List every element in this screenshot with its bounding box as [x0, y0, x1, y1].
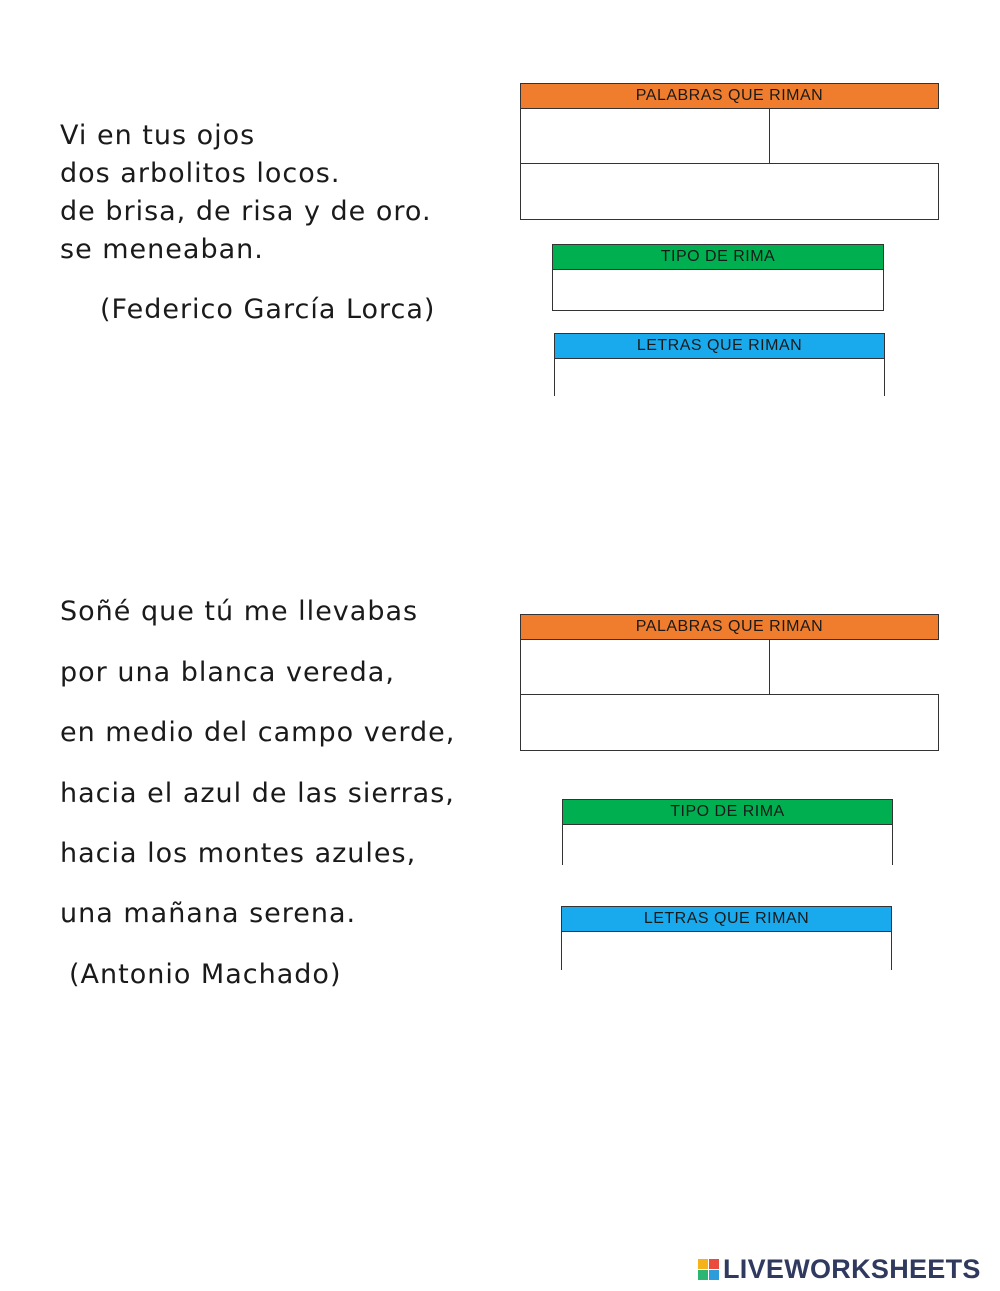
rhyme-type-row [553, 270, 883, 310]
rhyming-words-header: PALABRAS QUE RIMAN [521, 615, 938, 640]
poem2-line-5: hacia los montes azules, [60, 838, 417, 869]
poem2-rhyming-letters-input[interactable] [562, 932, 891, 970]
poem2-rhyme-type-input[interactable] [563, 825, 892, 865]
poem1-rhyming-letters-box [554, 333, 885, 396]
poem1-rhyme-word-3-input[interactable] [521, 164, 938, 219]
rhyming-words-header: PALABRAS QUE RIMAN [521, 84, 938, 109]
poem2-rhyme-word-2-input[interactable] [770, 640, 1000, 694]
rhyming-letters-header: LETRAS QUE RIMAN [562, 907, 891, 932]
poem2-rhyme-type-box [562, 799, 893, 865]
poem2-rhyme-word-3-input[interactable] [521, 695, 938, 750]
rhyming-words-row-bottom [521, 695, 938, 750]
rhyme-type-row [563, 825, 892, 865]
rhyme-type-header: TIPO DE RIMA [563, 800, 892, 825]
poem1-rhyme-word-2-input[interactable] [770, 109, 1000, 163]
liveworksheets-logo [698, 1254, 981, 1285]
rhyming-letters-header: LETRAS QUE RIMAN [555, 334, 884, 359]
rhyming-words-row-top [521, 109, 938, 164]
poem2-line-2: por una blanca vereda, [60, 657, 395, 688]
poem2-rhyming-letters-box [561, 906, 892, 970]
poem1-rhyming-letters-input[interactable] [555, 359, 884, 396]
poem2-line-3: en medio del campo verde, [60, 717, 456, 748]
poem1-line-2: dos arbolitos locos. [60, 158, 341, 189]
poem1-line-1: Vi en tus ojos [60, 120, 256, 151]
poem1-rhyming-words-box [520, 83, 939, 220]
rhyming-words-row-top [521, 640, 938, 695]
liveworksheets-logo-icon [698, 1259, 719, 1280]
poem2-line-6: una mañana serena. [60, 898, 357, 929]
poem1-line-4: se meneaban. [60, 234, 264, 265]
liveworksheets-brand: LIVEWORKSHEETS [723, 1254, 981, 1284]
rhyming-letters-row [562, 932, 891, 970]
poem1-rhyme-word-1-input[interactable] [521, 109, 770, 163]
poem2-rhyming-words-box [520, 614, 939, 751]
poem1-author: (Federico García Lorca) [100, 294, 436, 325]
poem2-rhyme-word-1-input[interactable] [521, 640, 770, 694]
poem2-line-4: hacia el azul de las sierras, [60, 778, 455, 809]
rhyming-letters-row [555, 359, 884, 396]
poem1-rhyme-type-box [552, 244, 884, 311]
poem2-line-1: Soñé que tú me llevabas [60, 596, 419, 627]
poem2-author: (Antonio Machado) [69, 959, 342, 990]
rhyme-type-header: TIPO DE RIMA [553, 245, 883, 270]
poem1-line-3: de brisa, de risa y de oro. [60, 196, 432, 227]
rhyming-words-row-bottom [521, 164, 938, 219]
poem1-rhyme-type-input[interactable] [553, 270, 883, 310]
